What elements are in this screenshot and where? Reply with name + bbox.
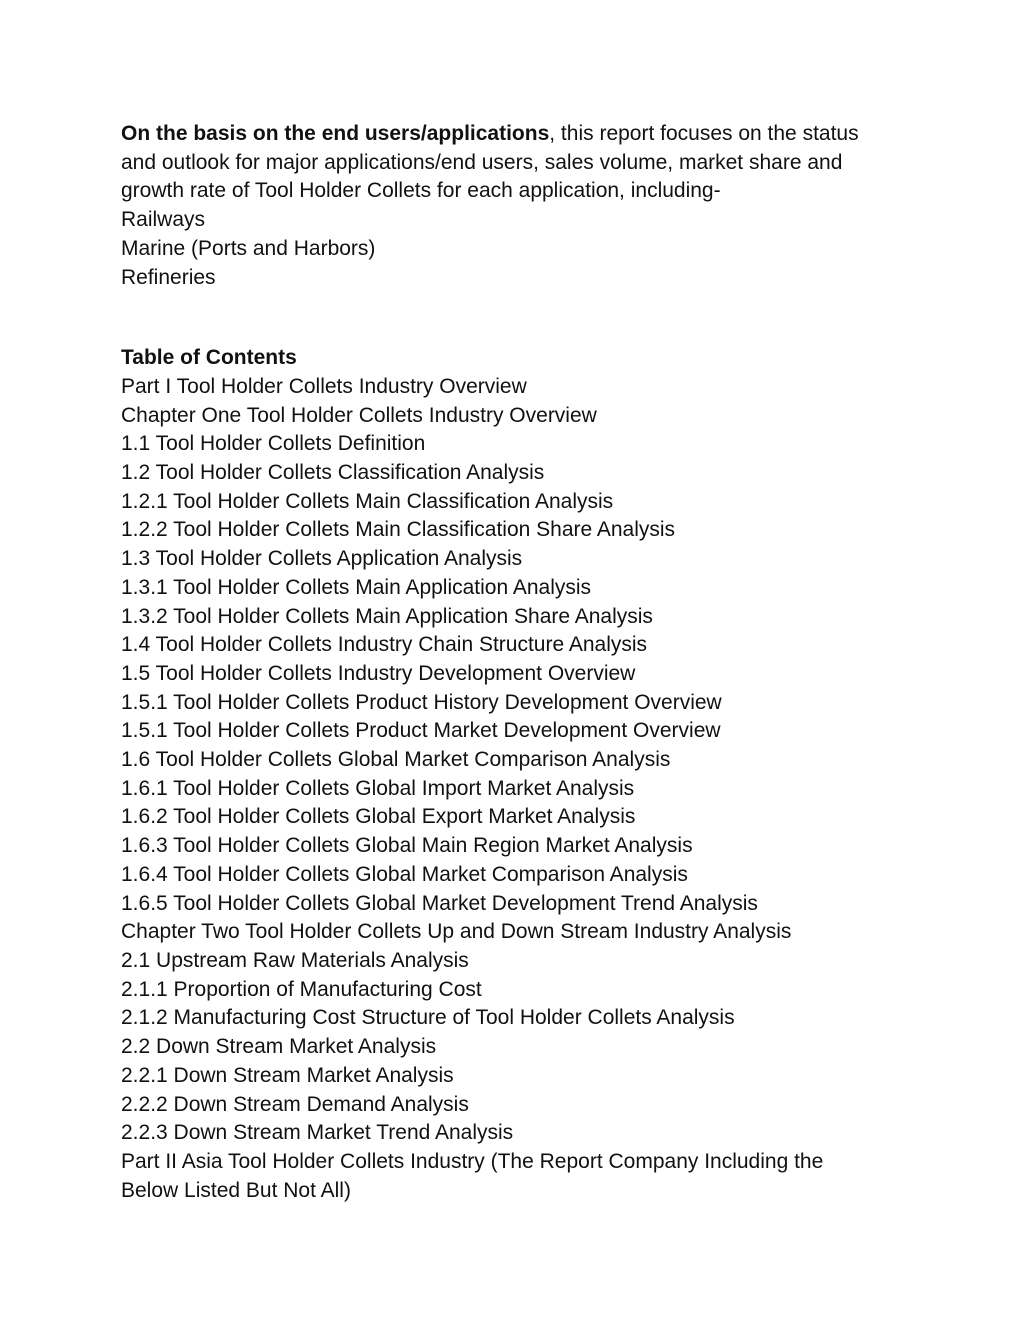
toc-entry: Part I Tool Holder Collets Industry Overview [121, 374, 527, 398]
intro-paragraph [121, 120, 881, 206]
toc-entry: 2.2.3 Down Stream Market Trend Analysis [121, 1121, 514, 1145]
toc-entry: Chapter Two Tool Holder Collets Up and Down Stream Industry Analysis [121, 920, 792, 944]
intro-text: , this report focuses on the status and outlook for major applications/end users, sales volume, market share and growth rate of Tool Holder Collets for each application, including- [121, 122, 859, 203]
toc-entry: 1.3.1 Tool Holder Collets Main Application Analysis [121, 575, 592, 599]
document-page [121, 120, 881, 1205]
toc-entry: 2.1.1 Proportion of Manufacturing Cost [121, 977, 482, 1001]
toc-entry: 2.2.1 Down Stream Market Analysis [121, 1063, 454, 1087]
toc-entry: 1.5 Tool Holder Collets Industry Development Overview [121, 661, 636, 685]
toc-entry: 2.1 Upstream Raw Materials Analysis [121, 948, 469, 972]
section-spacer [121, 292, 881, 344]
application-item: Marine (Ports and Harbors) [121, 236, 376, 260]
toc-entry: 1.4 Tool Holder Collets Industry Chain Structure Analysis [121, 633, 648, 657]
intro-bold-lead: On the basis on the end users/applications [121, 122, 550, 145]
toc-entry: 2.2.2 Down Stream Demand Analysis [121, 1092, 469, 1116]
toc-entry: 1.6 Tool Holder Collets Global Market Comparison Analysis [121, 748, 671, 772]
toc-entry: 2.2 Down Stream Market Analysis [121, 1035, 437, 1059]
toc-entry: 1.5.1 Tool Holder Collets Product History Development Overview [121, 690, 722, 714]
toc-entry: 1.2.1 Tool Holder Collets Main Classification Analysis [121, 489, 614, 513]
toc-entry: 1.5.1 Tool Holder Collets Product Market Development Overview [121, 719, 721, 743]
toc-entry: 1.6.2 Tool Holder Collets Global Export Market Analysis [121, 805, 636, 829]
toc-entry: Chapter One Tool Holder Collets Industry Overview [121, 403, 597, 427]
toc-entry: 1.2 Tool Holder Collets Classification Analysis [121, 461, 545, 485]
toc-entry: 2.1.2 Manufacturing Cost Structure of Tool Holder Collets Analysis [121, 1006, 735, 1030]
toc-entry: 1.3 Tool Holder Collets Application Analysis [121, 547, 523, 571]
toc-entry: 1.6.5 Tool Holder Collets Global Market Development Trend Analysis [121, 891, 758, 915]
toc-entry: 1.6.1 Tool Holder Collets Global Import Market Analysis [121, 776, 635, 800]
toc-title: Table of Contents [121, 346, 297, 370]
toc-entry: Part II Asia Tool Holder Collets Industry (The Report Company Including the Below Listed But Not All) [121, 1149, 824, 1202]
application-item: Refineries [121, 265, 216, 289]
toc-entry: 1.6.4 Tool Holder Collets Global Market Comparison Analysis [121, 862, 688, 886]
application-item: Railways [121, 208, 206, 232]
table-of-contents [121, 344, 881, 1205]
toc-entry: 1.3.2 Tool Holder Collets Main Application Share Analysis [121, 604, 653, 628]
applications-list [121, 206, 881, 292]
toc-entry: 1.1 Tool Holder Collets Definition [121, 432, 426, 456]
toc-entry: 1.2.2 Tool Holder Collets Main Classification Share Analysis [121, 518, 676, 542]
toc-entry: 1.6.3 Tool Holder Collets Global Main Region Market Analysis [121, 834, 693, 858]
